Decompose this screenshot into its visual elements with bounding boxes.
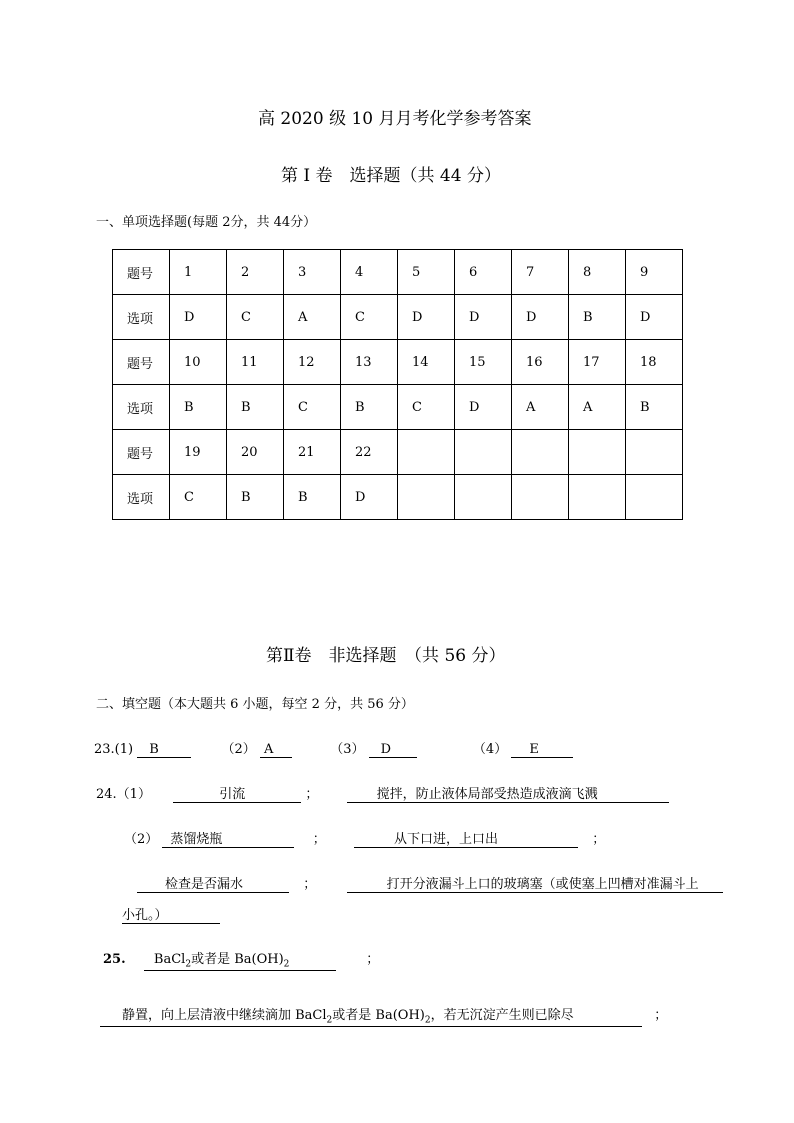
answer-table	[112, 249, 683, 520]
table-cell: A	[512, 385, 569, 430]
table-cell: B	[341, 385, 398, 430]
row-label: 选项	[113, 295, 170, 340]
q25-line-1	[103, 948, 379, 971]
table-cell: 5	[398, 250, 455, 295]
table-cell: B	[170, 385, 227, 430]
table-cell: B	[227, 385, 284, 430]
table-cell: 21	[284, 430, 341, 475]
table-cell: 1	[170, 250, 227, 295]
q24-answer-1: 引流	[173, 783, 301, 803]
part1-heading: 第 I 卷 选择题（共 44 分）	[281, 166, 501, 186]
page-title: 高 2020 级 10 月月考化学参考答案	[258, 109, 532, 129]
q24-line-1	[96, 783, 669, 803]
table-cell: 4	[341, 250, 398, 295]
table-row	[113, 295, 683, 340]
q23-answer-2: A	[260, 742, 292, 758]
table-cell	[512, 475, 569, 520]
table-cell: D	[626, 295, 683, 340]
q24-answer-6-cont: 小孔。）	[122, 904, 220, 924]
q23-part-2: （2）	[221, 742, 256, 757]
table-cell: 7	[512, 250, 569, 295]
table-cell: A	[569, 385, 626, 430]
table-cell: 3	[284, 250, 341, 295]
table-cell: D	[398, 295, 455, 340]
q24-answer-5: 检查是否漏水	[137, 873, 289, 893]
q25-sep-2: ；	[654, 1008, 668, 1023]
table-cell	[455, 475, 512, 520]
q23-answer-1: B	[137, 742, 191, 758]
q23-part-3: （3）	[330, 742, 365, 757]
table-cell: 12	[284, 340, 341, 385]
table-cell: C	[284, 385, 341, 430]
table-cell: 14	[398, 340, 455, 385]
q24-answer-3: 蒸馏烧瓶	[162, 828, 294, 848]
table-cell: 6	[455, 250, 512, 295]
table-cell: 8	[569, 250, 626, 295]
table-cell: D	[455, 385, 512, 430]
table-cell: 17	[569, 340, 626, 385]
table-cell: A	[284, 295, 341, 340]
table-row	[113, 475, 683, 520]
row-label: 题号	[113, 430, 170, 475]
table-cell: B	[227, 475, 284, 520]
part2-section-title: 二、填空题（本大题共 6 小题，每空 2 分，共 56 分）	[96, 697, 414, 712]
q25-sep-1: ；	[366, 952, 380, 967]
table-cell: C	[341, 295, 398, 340]
table-cell: 11	[227, 340, 284, 385]
table-cell: 18	[626, 340, 683, 385]
q24-prefix: 24.（1）	[96, 787, 151, 802]
table-cell: B	[569, 295, 626, 340]
table-row	[113, 340, 683, 385]
table-cell: 19	[170, 430, 227, 475]
table-cell: 13	[341, 340, 398, 385]
table-cell: 15	[455, 340, 512, 385]
table-cell	[569, 430, 626, 475]
table-cell: D	[455, 295, 512, 340]
table-cell	[626, 430, 683, 475]
table-cell: 10	[170, 340, 227, 385]
table-row	[113, 430, 683, 475]
table-row	[113, 385, 683, 430]
q24-sep-1: ；	[305, 787, 319, 802]
part2-heading: 第Ⅱ卷 非选择题 （共 56 分）	[266, 646, 506, 666]
table-cell	[398, 430, 455, 475]
q25-line-2	[100, 1004, 667, 1027]
q23-part-4: （4）	[472, 742, 508, 757]
row-label: 题号	[113, 340, 170, 385]
q25-prefix: 25.	[103, 952, 126, 967]
table-cell	[626, 475, 683, 520]
q24-line-3	[137, 873, 723, 893]
q24-sep-2: ；	[312, 832, 326, 847]
table-cell: B	[626, 385, 683, 430]
table-cell: C	[170, 475, 227, 520]
table-cell: 22	[341, 430, 398, 475]
table-cell: 2	[227, 250, 284, 295]
table-row	[113, 250, 683, 295]
q23-answer-3: D	[369, 742, 417, 758]
row-label: 选项	[113, 475, 170, 520]
q24-answer-4: 从下口进，上口出	[354, 828, 578, 848]
q24-line-4	[122, 904, 220, 924]
q24-sep-3: ；	[592, 832, 606, 847]
q24-part-2: （2）	[124, 832, 159, 847]
q24-answer-2: 搅拌，防止液体局部受热造成液滴飞溅	[347, 783, 669, 803]
table-cell: D	[341, 475, 398, 520]
q24-line-2	[124, 828, 605, 848]
part1-section-title: 一、单项选择题(每题 2分，共 44分）	[96, 215, 317, 230]
table-cell: C	[227, 295, 284, 340]
table-cell: 20	[227, 430, 284, 475]
table-cell: D	[512, 295, 569, 340]
q24-sep-4: ；	[303, 877, 317, 892]
q24-answer-6: 打开分液漏斗上口的玻璃塞（或使塞上凹槽对准漏斗上	[347, 873, 723, 893]
row-label: 选项	[113, 385, 170, 430]
q25-answer-1: BaCl$_2$或者是 $Ba(OH)_2$	[144, 948, 336, 971]
table-cell: 16	[512, 340, 569, 385]
table-cell: 9	[626, 250, 683, 295]
table-cell	[512, 430, 569, 475]
q23-line	[94, 738, 573, 758]
table-cell: B	[284, 475, 341, 520]
table-cell	[569, 475, 626, 520]
table-cell	[455, 430, 512, 475]
q23-answer-4: E	[511, 742, 573, 758]
table-cell: D	[170, 295, 227, 340]
q23-prefix: 23.(1)	[94, 742, 134, 757]
q25-answer-2: 静置，向上层清液中继续滴加 BaCl$_2$或者是 $Ba(OH)_2$，若无沉淀产生则已除尽	[100, 1004, 642, 1027]
table-cell: C	[398, 385, 455, 430]
table-cell	[398, 475, 455, 520]
row-label: 题号	[113, 250, 170, 295]
